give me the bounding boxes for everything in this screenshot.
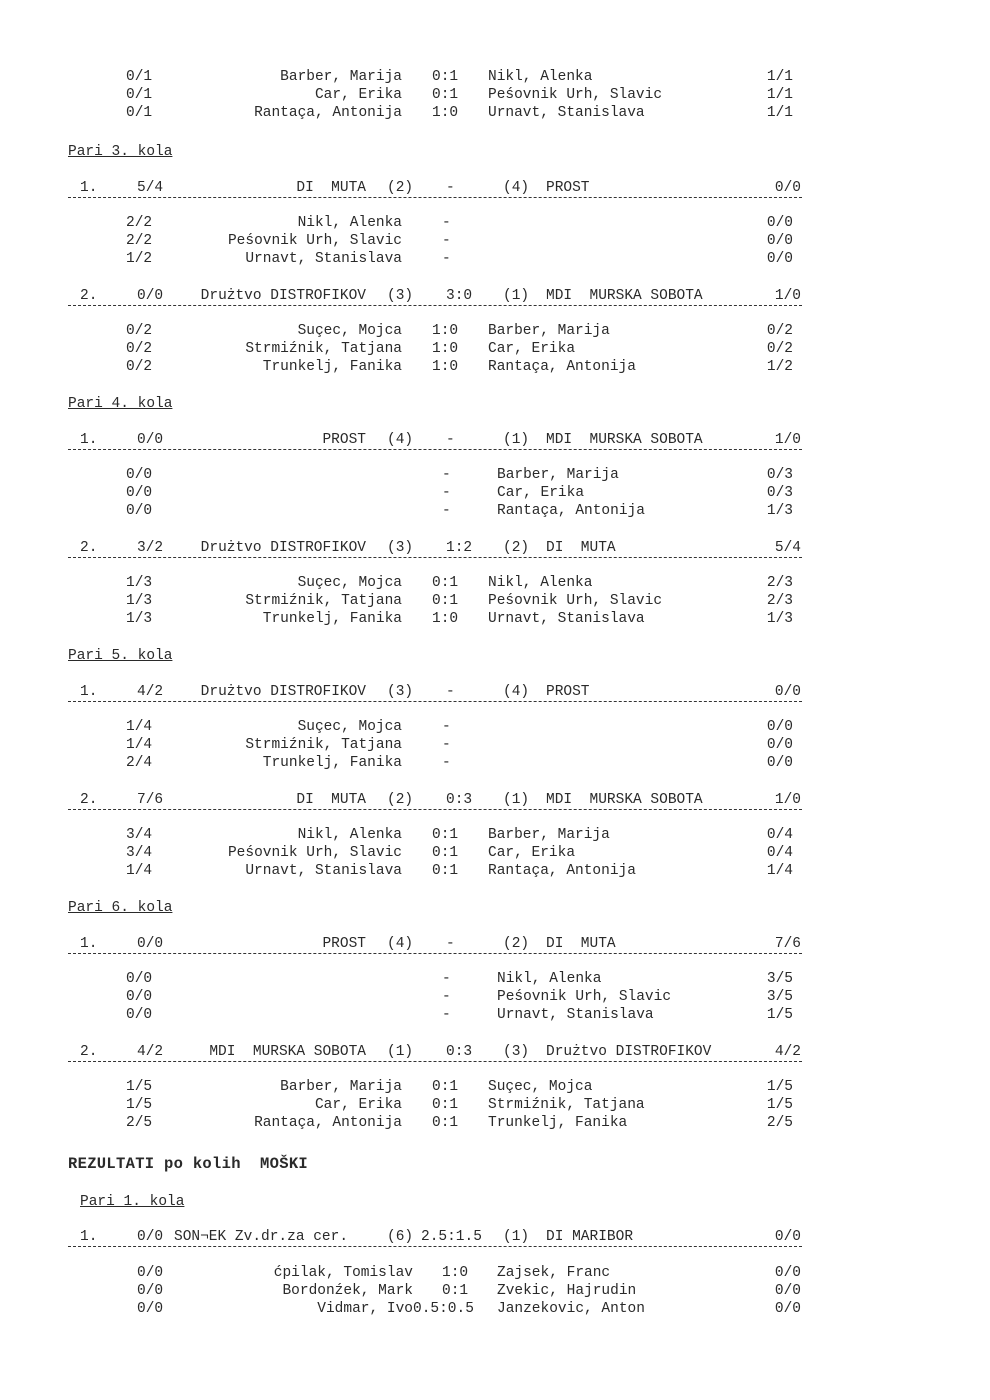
left-score: 1/3 bbox=[126, 593, 153, 609]
game-result: 0:1 bbox=[432, 845, 459, 861]
right-player-name: Car, Erika bbox=[488, 845, 576, 861]
game-result: - bbox=[442, 989, 451, 1005]
right-team-name: DI MUTA bbox=[546, 540, 616, 556]
game-result: 0:1 bbox=[442, 1283, 469, 1299]
left-score: 0/2 bbox=[126, 359, 153, 375]
dashed-rule bbox=[68, 1061, 802, 1062]
right-score: 1/5 bbox=[766, 1097, 793, 1113]
game-result: 0:1 bbox=[432, 827, 459, 843]
left-score: 0/0 bbox=[126, 467, 153, 483]
game-result: - bbox=[442, 503, 451, 519]
round-heading: Pari 3. kola bbox=[68, 144, 173, 160]
left-player-name: Barber, Marija bbox=[280, 69, 402, 85]
game-result: - bbox=[442, 485, 451, 501]
dashed-rule bbox=[68, 197, 802, 198]
right-score: 0/2 bbox=[766, 323, 793, 339]
left-score: 0/0 bbox=[126, 485, 153, 501]
right-team-name: PROST bbox=[546, 684, 590, 700]
left-team-points: 3/2 bbox=[137, 540, 164, 556]
left-team-name: MDI MURSKA SOBOTA bbox=[209, 1044, 366, 1060]
right-team-seed: (1) bbox=[503, 792, 530, 808]
right-score: 2/5 bbox=[766, 1115, 793, 1131]
game-result: - bbox=[442, 233, 451, 249]
right-score: 1/1 bbox=[766, 105, 793, 121]
left-score: 3/4 bbox=[126, 827, 153, 843]
game-result: - bbox=[442, 467, 451, 483]
game-result: 0:1 bbox=[432, 1115, 459, 1131]
left-player-name: Nikl, Alenka bbox=[297, 827, 402, 843]
left-team-seed: (4) bbox=[387, 936, 414, 952]
pairing-number: 2. bbox=[80, 792, 98, 808]
game-result: - bbox=[442, 737, 451, 753]
left-score: 1/3 bbox=[126, 611, 153, 627]
left-player-name: Strmiźnik, Tatjana bbox=[245, 737, 402, 753]
game-result: - bbox=[442, 719, 451, 735]
left-score: 2/5 bbox=[126, 1115, 153, 1131]
left-team-points: 7/6 bbox=[137, 792, 164, 808]
right-player-name: Urnavt, Stanislava bbox=[488, 105, 645, 121]
left-score: 1/4 bbox=[126, 737, 153, 753]
right-player-name: Urnavt, Stanislava bbox=[488, 611, 645, 627]
right-team-seed: (2) bbox=[503, 936, 530, 952]
right-team-name: MDI MURSKA SOBOTA bbox=[546, 432, 703, 448]
game-result: 0:1 bbox=[432, 1097, 459, 1113]
match-result: 1:2 bbox=[446, 540, 473, 556]
left-score: 0/1 bbox=[126, 87, 153, 103]
match-result: 0:3 bbox=[446, 792, 473, 808]
right-team-points: 1/0 bbox=[774, 432, 801, 448]
left-team-seed: (3) bbox=[387, 540, 414, 556]
game-result: 0:1 bbox=[432, 1079, 459, 1095]
right-player-name: Car, Erika bbox=[488, 341, 576, 357]
left-player-name: Trunkelj, Fanika bbox=[262, 611, 402, 627]
right-score: 0/4 bbox=[766, 827, 793, 843]
game-result: 1:0 bbox=[442, 1265, 469, 1281]
right-score: 0/4 bbox=[766, 845, 793, 861]
game-result: 0:1 bbox=[432, 863, 459, 879]
right-score: 1/1 bbox=[766, 69, 793, 85]
right-team-seed: (1) bbox=[503, 432, 530, 448]
right-player-name: Barber, Marija bbox=[497, 467, 619, 483]
left-score: 0/0 bbox=[126, 989, 153, 1005]
match-result: 0:3 bbox=[446, 1044, 473, 1060]
right-score: 0/0 bbox=[774, 1301, 801, 1317]
left-score: 0/2 bbox=[126, 341, 153, 357]
dashed-rule bbox=[68, 557, 802, 558]
pairing-number: 1. bbox=[80, 1229, 98, 1245]
right-team-seed: (1) bbox=[503, 288, 530, 304]
left-player-name: Suçec, Mojca bbox=[297, 719, 402, 735]
right-score: 0/0 bbox=[766, 251, 793, 267]
left-player-name: Bordonźek, Mark bbox=[282, 1283, 413, 1299]
right-score: 1/5 bbox=[766, 1007, 793, 1023]
game-result: 0:1 bbox=[432, 593, 459, 609]
left-player-name: Rantaça, Antonija bbox=[254, 105, 402, 121]
right-player-name: Nikl, Alenka bbox=[488, 575, 593, 591]
match-result: - bbox=[446, 432, 455, 448]
left-team-points: 0/0 bbox=[137, 1229, 164, 1245]
pairing-number: 1. bbox=[80, 180, 98, 196]
pairing-number: 2. bbox=[80, 1044, 98, 1060]
left-team-seed: (3) bbox=[387, 288, 414, 304]
left-team-points: 0/0 bbox=[137, 288, 164, 304]
dashed-rule bbox=[68, 1246, 802, 1247]
right-team-seed: (1) bbox=[503, 1229, 530, 1245]
left-score: 0/0 bbox=[126, 503, 153, 519]
right-team-points: 7/6 bbox=[774, 936, 801, 952]
left-score: 2/4 bbox=[126, 755, 153, 771]
right-score: 1/4 bbox=[766, 863, 793, 879]
right-team-points: 0/0 bbox=[774, 684, 801, 700]
left-score: 1/2 bbox=[126, 251, 153, 267]
right-player-name: Suçec, Mojca bbox=[488, 1079, 593, 1095]
right-score: 1/3 bbox=[766, 503, 793, 519]
left-player-name: Peśovnik Urh, Slavic bbox=[227, 845, 402, 861]
game-result: - bbox=[442, 251, 451, 267]
right-score: 0/0 bbox=[774, 1283, 801, 1299]
left-team-name: Drużtvo DISTROFIKOV bbox=[200, 684, 366, 700]
right-player-name: Rantaça, Antonija bbox=[497, 503, 645, 519]
right-player-name: Barber, Marija bbox=[488, 323, 610, 339]
right-team-points: 1/0 bbox=[774, 792, 801, 808]
right-player-name: Car, Erika bbox=[497, 485, 585, 501]
left-score: 0/0 bbox=[137, 1301, 164, 1317]
game-result: 0:1 bbox=[432, 69, 459, 85]
left-score: 1/4 bbox=[126, 863, 153, 879]
left-score: 0/1 bbox=[126, 69, 153, 85]
right-player-name: Nikl, Alenka bbox=[488, 69, 593, 85]
right-player-name: Janzekovic, Anton bbox=[497, 1301, 645, 1317]
game-result: 0.5:0.5 bbox=[413, 1301, 474, 1317]
right-player-name: Peśovnik Urh, Slavic bbox=[488, 593, 663, 609]
left-score: 0/0 bbox=[137, 1283, 164, 1299]
right-player-name: Peśovnik Urh, Slavic bbox=[488, 87, 663, 103]
left-team-seed: (6) bbox=[387, 1229, 414, 1245]
dashed-rule bbox=[68, 449, 802, 450]
left-team-name: PROST bbox=[322, 936, 366, 952]
match-result: 2.5:1.5 bbox=[421, 1229, 482, 1245]
right-team-name: DI MARIBOR bbox=[546, 1229, 634, 1245]
right-player-name: Rantaça, Antonija bbox=[488, 863, 636, 879]
left-team-points: 0/0 bbox=[137, 432, 164, 448]
left-team-seed: (3) bbox=[387, 684, 414, 700]
left-player-name: Trunkelj, Fanika bbox=[262, 359, 402, 375]
left-team-points: 5/4 bbox=[137, 180, 164, 196]
right-score: 0/0 bbox=[766, 737, 793, 753]
right-player-name: Strmiźnik, Tatjana bbox=[488, 1097, 645, 1113]
right-score: 0/0 bbox=[766, 215, 793, 231]
right-player-name: Zvekic, Hajrudin bbox=[497, 1283, 637, 1299]
left-score: 1/5 bbox=[126, 1097, 153, 1113]
left-team-name: Drużtvo DISTROFIKOV bbox=[200, 540, 366, 556]
dashed-rule bbox=[68, 701, 802, 702]
left-player-name: Vidmar, Ivo bbox=[317, 1301, 413, 1317]
game-result: - bbox=[442, 755, 451, 771]
right-team-points: 1/0 bbox=[774, 288, 801, 304]
right-team-seed: (3) bbox=[503, 1044, 530, 1060]
right-score: 0/0 bbox=[766, 719, 793, 735]
game-result: 0:1 bbox=[432, 575, 459, 591]
left-player-name: Barber, Marija bbox=[280, 1079, 402, 1095]
right-team-points: 0/0 bbox=[774, 1229, 801, 1245]
left-score: 2/2 bbox=[126, 233, 153, 249]
match-result: 3:0 bbox=[446, 288, 473, 304]
left-player-name: ćpilak, Tomislav bbox=[273, 1265, 413, 1281]
left-player-name: Suçec, Mojca bbox=[297, 323, 402, 339]
left-player-name: Car, Erika bbox=[314, 1097, 402, 1113]
game-result: - bbox=[442, 971, 451, 987]
pairing-number: 1. bbox=[80, 936, 98, 952]
left-team-seed: (4) bbox=[387, 432, 414, 448]
left-player-name: Urnavt, Stanislava bbox=[245, 251, 402, 267]
left-player-name: Urnavt, Stanislava bbox=[245, 863, 402, 879]
right-score: 0/2 bbox=[766, 341, 793, 357]
right-player-name: Nikl, Alenka bbox=[497, 971, 602, 987]
left-player-name: Trunkelj, Fanika bbox=[262, 755, 402, 771]
right-score: 1/2 bbox=[766, 359, 793, 375]
match-result: - bbox=[446, 936, 455, 952]
dashed-rule bbox=[68, 953, 802, 954]
right-team-name: PROST bbox=[546, 180, 590, 196]
match-result: - bbox=[446, 684, 455, 700]
left-player-name: Suçec, Mojca bbox=[297, 575, 402, 591]
left-score: 2/2 bbox=[126, 215, 153, 231]
left-team-points: 4/2 bbox=[137, 1044, 164, 1060]
dashed-rule bbox=[68, 305, 802, 306]
left-team-name: PROST bbox=[322, 432, 366, 448]
right-team-points: 5/4 bbox=[774, 540, 801, 556]
left-score: 1/5 bbox=[126, 1079, 153, 1095]
right-player-name: Trunkelj, Fanika bbox=[488, 1115, 628, 1131]
pairing-number: 1. bbox=[80, 684, 98, 700]
left-player-name: Rantaça, Antonija bbox=[254, 1115, 402, 1131]
right-team-name: MDI MURSKA SOBOTA bbox=[546, 792, 703, 808]
round-heading: Pari 5. kola bbox=[68, 648, 173, 664]
pairing-number: 2. bbox=[80, 540, 98, 556]
game-result: 1:0 bbox=[432, 359, 459, 375]
round-heading: Pari 1. kola bbox=[80, 1194, 185, 1210]
right-player-name: Rantaça, Antonija bbox=[488, 359, 636, 375]
right-player-name: Peśovnik Urh, Slavic bbox=[497, 989, 672, 1005]
right-player-name: Zajsek, Franc bbox=[497, 1265, 611, 1281]
left-score: 1/3 bbox=[126, 575, 153, 591]
left-team-name: DI MUTA bbox=[296, 792, 366, 808]
left-team-points: 0/0 bbox=[137, 936, 164, 952]
left-team-name: DI MUTA bbox=[296, 180, 366, 196]
right-team-name: MDI MURSKA SOBOTA bbox=[546, 288, 703, 304]
right-score: 0/0 bbox=[766, 233, 793, 249]
right-player-name: Barber, Marija bbox=[488, 827, 610, 843]
right-team-name: Drużtvo DISTROFIKOV bbox=[546, 1044, 712, 1060]
right-player-name: Urnavt, Stanislava bbox=[497, 1007, 654, 1023]
left-score: 0/1 bbox=[126, 105, 153, 121]
left-team-seed: (2) bbox=[387, 180, 414, 196]
left-team-name: SON¬EK Zv.dr.za cer. bbox=[174, 1229, 349, 1245]
right-team-points: 0/0 bbox=[774, 180, 801, 196]
left-score: 0/0 bbox=[126, 1007, 153, 1023]
game-result: 0:1 bbox=[432, 87, 459, 103]
left-score: 3/4 bbox=[126, 845, 153, 861]
right-score: 1/1 bbox=[766, 87, 793, 103]
right-team-name: DI MUTA bbox=[546, 936, 616, 952]
left-team-name: Drużtvo DISTROFIKOV bbox=[200, 288, 366, 304]
left-score: 0/0 bbox=[126, 971, 153, 987]
game-result: 1:0 bbox=[432, 323, 459, 339]
pairing-number: 2. bbox=[80, 288, 98, 304]
left-team-seed: (2) bbox=[387, 792, 414, 808]
right-team-seed: (4) bbox=[503, 180, 530, 196]
game-result: - bbox=[442, 1007, 451, 1023]
round-heading: Pari 4. kola bbox=[68, 396, 173, 412]
left-player-name: Car, Erika bbox=[314, 87, 402, 103]
right-score: 0/3 bbox=[766, 485, 793, 501]
round-heading: Pari 6. kola bbox=[68, 900, 173, 916]
right-team-seed: (4) bbox=[503, 684, 530, 700]
pairing-number: 1. bbox=[80, 432, 98, 448]
left-team-seed: (1) bbox=[387, 1044, 414, 1060]
right-score: 3/5 bbox=[766, 971, 793, 987]
right-score: 1/3 bbox=[766, 611, 793, 627]
game-result: - bbox=[442, 215, 451, 231]
left-player-name: Peśovnik Urh, Slavic bbox=[227, 233, 402, 249]
right-score: 3/5 bbox=[766, 989, 793, 1005]
left-team-points: 4/2 bbox=[137, 684, 164, 700]
dashed-rule bbox=[68, 809, 802, 810]
right-team-seed: (2) bbox=[503, 540, 530, 556]
left-score: 0/0 bbox=[137, 1265, 164, 1281]
right-score: 1/5 bbox=[766, 1079, 793, 1095]
game-result: 1:0 bbox=[432, 611, 459, 627]
section-title: REZULTATI po kolih MOŠKI bbox=[68, 1155, 309, 1173]
match-result: - bbox=[446, 180, 455, 196]
left-player-name: Strmiźnik, Tatjana bbox=[245, 593, 402, 609]
right-score: 0/3 bbox=[766, 467, 793, 483]
game-result: 1:0 bbox=[432, 341, 459, 357]
right-score: 0/0 bbox=[774, 1265, 801, 1281]
right-team-points: 4/2 bbox=[774, 1044, 801, 1060]
left-score: 1/4 bbox=[126, 719, 153, 735]
right-score: 0/0 bbox=[766, 755, 793, 771]
right-score: 2/3 bbox=[766, 575, 793, 591]
game-result: 1:0 bbox=[432, 105, 459, 121]
left-player-name: Nikl, Alenka bbox=[297, 215, 402, 231]
right-score: 2/3 bbox=[766, 593, 793, 609]
left-player-name: Strmiźnik, Tatjana bbox=[245, 341, 402, 357]
left-score: 0/2 bbox=[126, 323, 153, 339]
